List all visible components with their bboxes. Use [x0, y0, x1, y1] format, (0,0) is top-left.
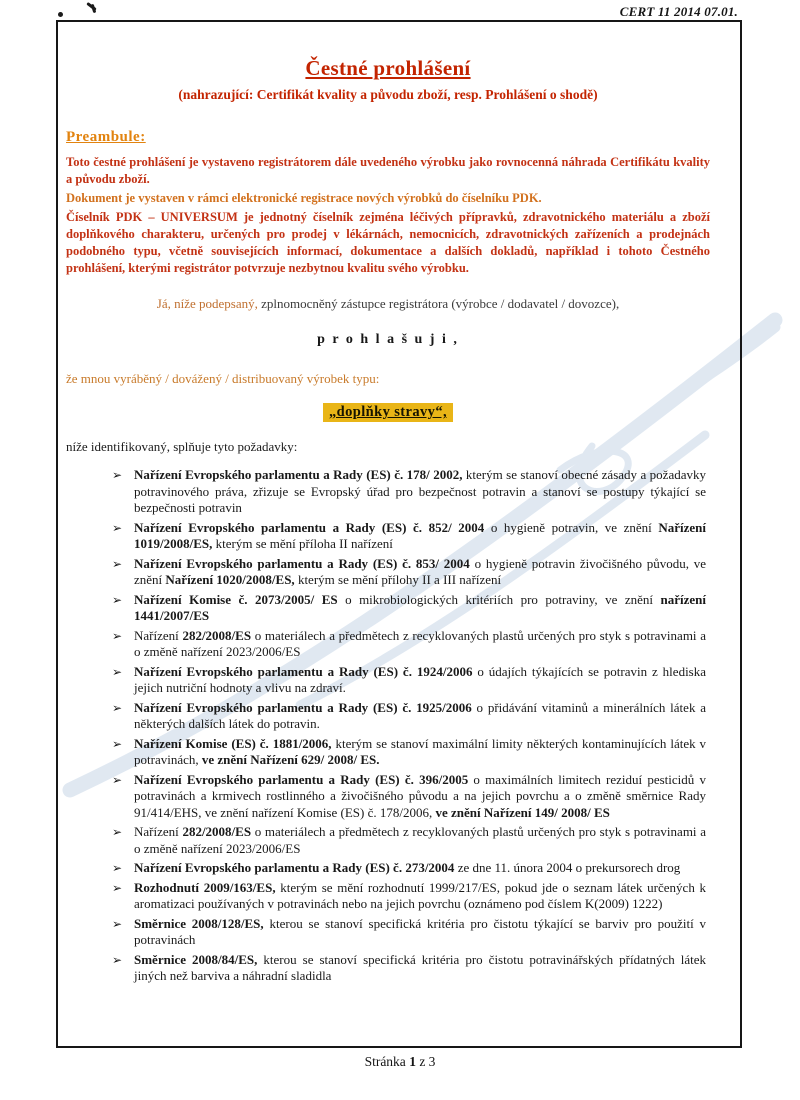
arrow-bullet-icon: ➢ — [112, 556, 123, 571]
declaration-intro-rest: zplnomocněný zástupce registrátora (výrobce / dodavatel / dovozce), — [257, 296, 620, 311]
regulation-description: kterou se stanoví specifická kritéria pro čistotu týkající se barviv pro použití v potravinách — [134, 915, 706, 947]
preamble-section — [66, 154, 710, 277]
regulation-reference: Nařízení Evropského parlamentu a Rady (ES) č. 178/ 2002, — [134, 467, 463, 482]
regulation-description: o materiálech a předmětech z recyklovaných plastů určených pro styk s potravinami a o změně nařízení 2023/2006/ES — [134, 824, 706, 856]
arrow-bullet-icon: ➢ — [112, 468, 123, 482]
list-item — [114, 736, 706, 769]
list-item — [114, 592, 706, 625]
requirements-lead-in: níže identifikovaný, splňuje tyto požadavky: — [66, 439, 298, 454]
list-item — [114, 952, 706, 985]
list-item — [114, 700, 706, 733]
regulation-description: Nařízení — [134, 627, 183, 643]
arrow-bullet-icon: ➢ — [112, 592, 123, 607]
list-item — [114, 628, 706, 661]
footer-suffix: z 3 — [419, 1054, 436, 1069]
regulation-description: kterým se mění rozhodnutí 1999/217/ES, pokud jde o seznam látek určených k aromatizaci používaných v potravinách nebo na jejich povrchu (oznámeno pod číslem K(2009) 1222) — [134, 879, 706, 911]
regulation-reference: Nařízení Evropského parlamentu a Rady (ES) č. 396/2005 — [134, 771, 469, 787]
arrow-bullet-icon: ➢ — [112, 664, 123, 679]
arrow-bullet-icon: ➢ — [112, 520, 123, 535]
highlighted-term-wrap — [66, 403, 710, 422]
arrow-bullet-icon: ➢ — [112, 825, 123, 839]
regulation-reference: Nařízení 1019/2008/ES, — [134, 519, 706, 551]
regulation-reference: ve znění Nařízení 629/ 2008/ ES. — [201, 752, 380, 767]
regulation-description: kterým se mění příloha II nařízení — [212, 536, 393, 551]
highlighted-term: „doplňky stravy“, — [323, 403, 453, 422]
regulation-description: kterou se stanoví specifická kritéria pro čistotu potravinářských přídatných látek jiných než barviva a náhradní sladidla — [134, 951, 707, 983]
list-item — [114, 860, 706, 877]
regulation-reference: Nařízení Komise (ES) č. 1881/2006, — [134, 735, 332, 751]
arrow-bullet-icon: ➢ — [112, 952, 123, 967]
arrow-bullet-icon: ➢ — [112, 628, 123, 643]
footer-page-number: 1 — [409, 1054, 416, 1069]
arrow-bullet-icon: ➢ — [112, 916, 123, 931]
requirements-list — [66, 467, 710, 985]
regulation-description: o materiálech a předmětech z recyklovaných plastů určených pro styk s potravinami a o změně nařízení 2023/2006/ES — [134, 627, 706, 659]
regulation-reference: Nařízení Evropského parlamentu a Rady (ES) č. 852/ 2004 — [134, 519, 485, 535]
arrow-bullet-icon: ➢ — [112, 736, 123, 751]
regulation-description: o přidávání vitaminů a minerálních látek a některých dalších látek do potravin. — [134, 699, 707, 731]
regulation-description: o hygieně potravin živočišného původu, ve znění — [134, 555, 706, 587]
regulation-reference: nařízení 1441/2007/ES — [134, 591, 706, 623]
regulation-reference: Nařízení 1020/2008/ES, — [165, 572, 295, 587]
regulation-reference: 282/2008/ES — [182, 627, 252, 643]
regulation-reference: Směrnice 2008/84/ES, — [134, 951, 258, 967]
regulation-description: o údajích týkajících se potravin z hlediska jejich nutriční hodnoty a vlivu na zdraví. — [134, 663, 707, 695]
list-item — [114, 824, 706, 857]
regulation-reference: Rozhodnutí 2009/163/ES, — [134, 879, 276, 895]
regulation-reference: Nařízení Evropského parlamentu a Rady (ES) č. 1924/2006 — [134, 663, 473, 679]
regulation-reference: Nařízení Komise č. 2073/2005/ ES — [134, 591, 338, 607]
list-item — [114, 880, 706, 913]
arrow-bullet-icon: ➢ — [112, 880, 123, 895]
list-item — [114, 520, 706, 553]
regulation-reference: Nařízení Evropského parlamentu a Rady (ES) č. 853/ 2004 — [134, 555, 470, 571]
list-item — [114, 772, 706, 822]
regulation-reference: 282/2008/ES — [182, 824, 252, 839]
regulation-description: o mikrobiologických kritériích pro potraviny, ve znění — [337, 591, 661, 607]
scan-artifact — [58, 12, 63, 17]
product-type-line: že mnou vyráběný / dovážený / distribuovaný výrobek typu: — [66, 371, 380, 386]
arrow-bullet-icon: ➢ — [112, 861, 123, 875]
regulation-description: o hygieně potravin, ve znění — [484, 519, 659, 535]
regulation-description: kterým se mění přílohy II a III nařízení — [294, 572, 502, 587]
regulation-description: o maximálních limitech reziduí pesticidů v potravinách a krmivech rostlinného a živočišného původu a na jejich povrchu a o změně směrnice Rady 91/414/EHS, ve znění nařízení Komise (ES) č. 178/2006, — [134, 771, 706, 820]
footer-label: Stránka — [364, 1054, 406, 1069]
regulation-description: ze dne 11. února 2004 o prekursorech drog — [454, 860, 681, 875]
preamble-paragraph: Číselník PDK – UNIVERSUM je jednotný číselník zejména léčivých přípravků, zdravotnického materiálu a zboží doplňkového charakteru, určených pro prodej v lékárnách, nemocnicích, zdravotnických zařízeních a prodejnách podobného typu, včetně souvisejících informací, dokumentace a dalších dokladů, například i tohoto Čestného prohlášení, kterými registrátor potvrzuje nezbytnou kvalitu svého výrobku. — [66, 210, 710, 275]
regulation-reference: Směrnice 2008/128/ES, — [134, 915, 264, 931]
list-item — [114, 916, 706, 949]
list-item — [114, 467, 706, 517]
preamble-paragraph: Toto čestné prohlášení je vystaveno registrátorem dále uvedeného výrobku jako rovnocenná náhrada Certifikátu kvality a původu zboží. — [66, 155, 710, 186]
regulation-reference: ve znění Nařízení 149/ 2008/ ES — [435, 804, 610, 820]
declaration-intro-lead: Já, níže podepsaný, — [156, 296, 258, 311]
document-code: CERT 11 2014 07.01. — [619, 4, 738, 19]
regulation-description: kterým se stanoví maximální limity některých kontaminujících látek v potravinách, — [134, 735, 706, 767]
preamble-paragraph: Dokument je vystaven v rámci elektronické registrace nových výrobků do číselníku PDK. — [66, 191, 542, 205]
page-subtitle: (nahrazující: Certifikát kvality a původu zboží, resp. Prohlášení o shodě) — [178, 87, 598, 102]
page-footer — [0, 1054, 800, 1070]
page-border-frame — [56, 20, 742, 1048]
declaration-verb: p r o h l a š u j i , — [317, 332, 459, 347]
regulation-description: kterým se stanoví obecné zásady a požadavky potravinového práva, zřizuje se Evropský úřad pro bezpečnost potravin a stanoví se postupy týkající se bezpečnosti potravin — [134, 467, 706, 515]
list-item — [114, 556, 706, 589]
regulation-reference: Nařízení Evropského parlamentu a Rady (ES) č. 273/2004 — [134, 860, 455, 875]
regulation-reference: Nařízení Evropského parlamentu a Rady (ES) č. 1925/2006 — [134, 699, 472, 715]
preamble-heading: Preambule: — [66, 129, 146, 145]
arrow-bullet-icon: ➢ — [112, 700, 123, 715]
list-item — [114, 664, 706, 697]
regulation-description: Nařízení — [134, 824, 183, 839]
declaration-intro — [66, 295, 710, 312]
page-title: Čestné prohlášení — [305, 56, 471, 80]
arrow-bullet-icon: ➢ — [112, 772, 123, 787]
